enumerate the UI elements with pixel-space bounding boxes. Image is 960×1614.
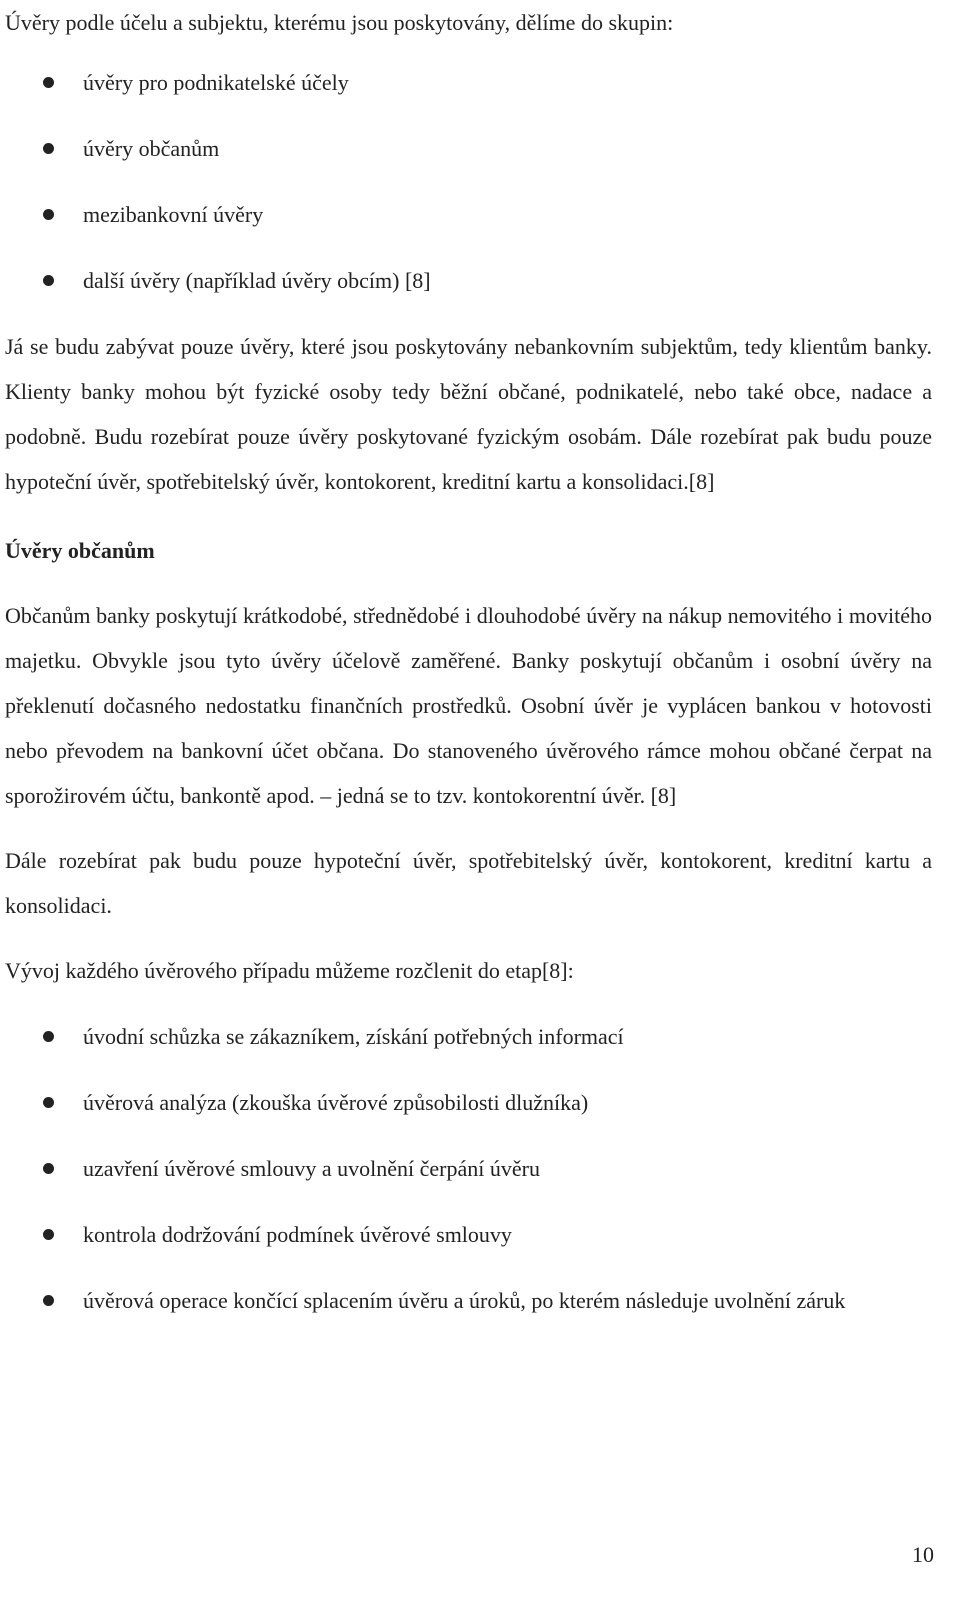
list-item-text: úvěrová operace končící splacením úvěru a úroků, po kterém následuje uvolnění záruk: [83, 1288, 846, 1313]
list-item: [5, 192, 932, 237]
bullet-icon: [43, 143, 54, 154]
list-item: [5, 1080, 932, 1125]
bullet-icon: [43, 209, 54, 220]
intro-paragraph: Úvěry podle účelu a subjektu, kterému jsou poskytovány, dělíme do skupin:: [5, 10, 674, 35]
list-item-text: úvěry občanům: [83, 136, 220, 161]
section-heading: Úvěry občanům: [5, 538, 155, 563]
bullet-icon: [43, 1097, 54, 1108]
list-item: [5, 1146, 932, 1191]
loan-types-list: [5, 60, 932, 303]
list-item-text: kontrola dodržování podmínek úvěrové smlouvy: [83, 1222, 512, 1247]
list-item-text: mezibankovní úvěry: [83, 202, 264, 227]
document-page: [5, 0, 932, 1323]
list-item: [5, 126, 932, 171]
scope-paragraph: Já se budu zabývat pouze úvěry, které jsou poskytovány nebankovním subjektům, tedy klientům banky. Klienty banky mohou být fyzické osoby tedy běžní občané, podnikatelé, nebo také obce, nadace a podobně. Budu rozebírat pouze úvěry poskytované fyzickým osobám. Dále rozebírat pak budu pouze hypoteční úvěr, spotřebitelský úvěr, kontokorent, kreditní kartu a konsolidaci.[8]: [5, 334, 932, 494]
list-item-text: další úvěry (například úvěry obcím) [8]: [83, 268, 431, 293]
bullet-icon: [43, 1163, 54, 1174]
list-item-text: úvěrová analýza (zkouška úvěrové způsobilosti dlužníka): [83, 1090, 589, 1115]
further-topics-paragraph: Dále rozebírat pak budu pouze hypoteční úvěr, spotřebitelský úvěr, kontokorent, kreditní kartu a konsolidaci.: [5, 848, 932, 918]
list-item: [5, 60, 932, 105]
bullet-icon: [43, 275, 54, 286]
list-item: [5, 1278, 932, 1323]
page-number: 10: [912, 1542, 934, 1567]
loan-stages-list: [5, 1014, 932, 1323]
bullet-icon: [43, 1031, 54, 1042]
list-item: [5, 1212, 932, 1257]
list-item-text: uzavření úvěrové smlouvy a uvolnění čerpání úvěru: [83, 1156, 540, 1181]
bullet-icon: [43, 77, 54, 88]
citizens-loans-paragraph: Občanům banky poskytují krátkodobé, střednědobé i dlouhodobé úvěry na nákup nemovitého i movitého majetku. Obvykle jsou tyto úvěry účelově zaměřené. Banky poskytují občanům i osobní úvěry na překlenutí dočasného nedostatku finančních prostředků. Osobní úvěr je vyplácen bankou v hotovosti nebo převodem na bankovní účet občana. Do stanoveného úvěrového rámce mohou občané čerpat na sporožirovém účtu, bankontě apod. – jedná se to tzv. kontokorentní úvěr. [8]: [5, 603, 932, 808]
list-item-text: úvodní schůzka se zákazníkem, získání potřebných informací: [83, 1024, 624, 1049]
list-item: [5, 1014, 932, 1059]
stages-intro-paragraph: Vývoj každého úvěrového případu můžeme rozčlenit do etap[8]:: [5, 958, 574, 983]
bullet-icon: [43, 1295, 54, 1306]
bullet-icon: [43, 1229, 54, 1240]
list-item: [5, 258, 932, 303]
list-item-text: úvěry pro podnikatelské účely: [83, 70, 349, 95]
